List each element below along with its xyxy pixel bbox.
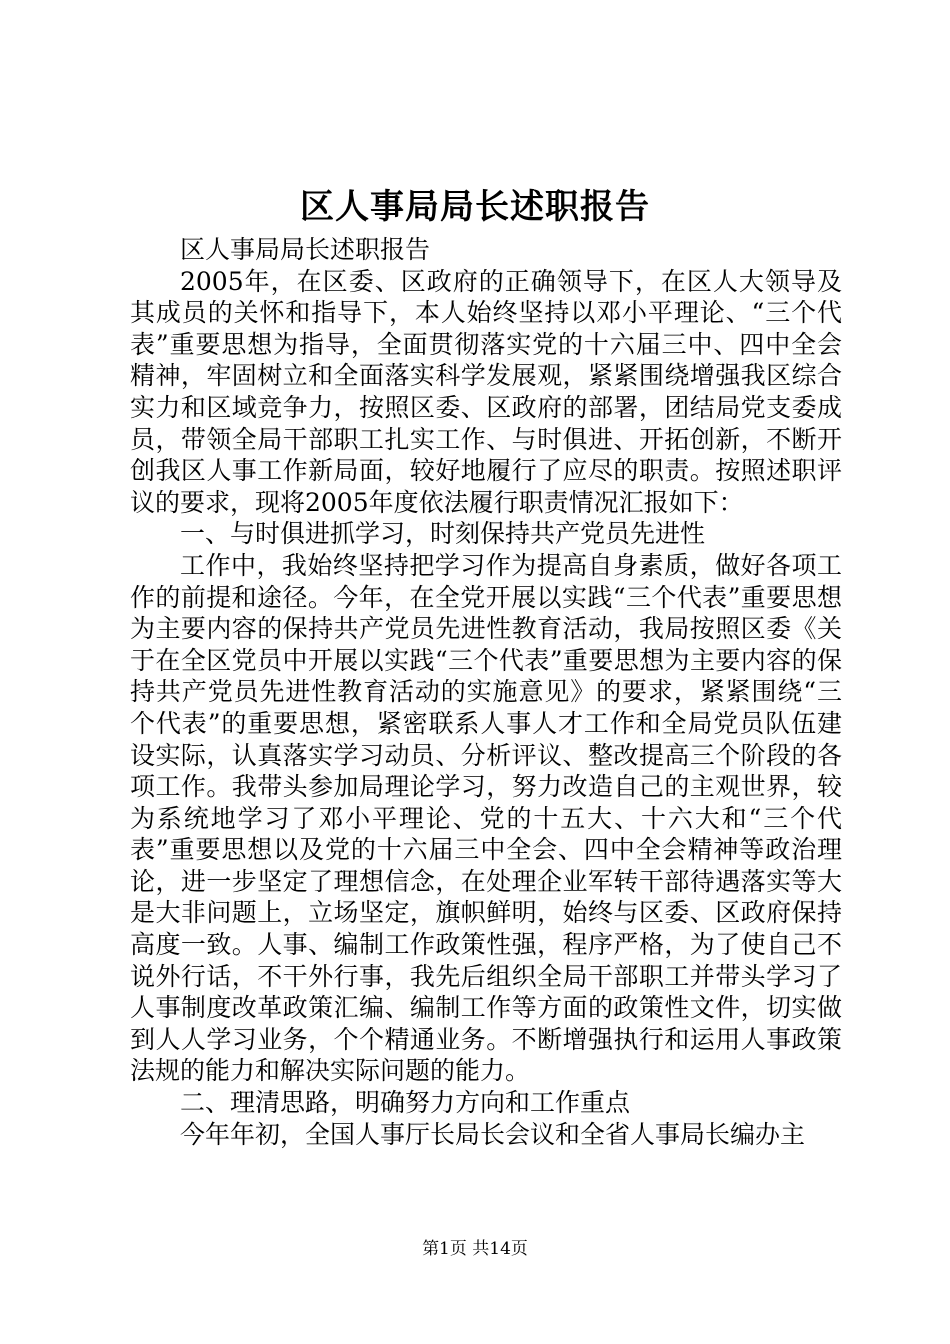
- page-footer: 第1页 共14页: [422, 1239, 528, 1259]
- section-heading-2: 二、理清思路，明确努力方向和工作重点: [180, 1088, 631, 1118]
- subtitle-paragraph: 区人事局局长述职报告: [180, 235, 431, 264]
- document-body: [130, 234, 842, 1150]
- section-heading-1: 一、与时俱进抓学习，时刻保持共产党员先进性: [180, 519, 706, 549]
- section-2-paragraph: 今年年初，全国人事厅长局长会议和全省人事局长编办主: [180, 1119, 806, 1149]
- document-title: 区人事局局长述职报告: [300, 187, 650, 227]
- intro-paragraph: 2005年，在区委、区政府的正确领导下，在区人大领导及其成员的关怀和指导下，本人始终坚持以邓小平理论、“三个代表”重要思想为指导，全面贯彻落实党的十六届三中、四中全会精神，牢固树立和全面落实科学发展观，紧紧围绕增强我区综合实力和区域竞争力，按照区委、区政府的部署，团结局党支委成员，带领全局干部职工扎实工作、与时俱进、开拓创新，不断开创我区人事工作新局面，较好地履行了应尽的职责。按照述职评议的要求，现将2005年度依法履行职责情况汇报如下：: [130, 266, 842, 517]
- section-1-paragraph: 工作中，我始终坚持把学习作为提高自身素质，做好各项工作的前提和途径。今年，在全党开展以实践“三个代表”重要思想为主要内容的保持共产党员先进性教育活动，我局按照区委《关于在全区党员中开展以实践“三个代表”重要思想为主要内容的保持共产党员先进性教育活动的实施意见》的要求，紧紧围绕“三个代表”的重要思想，紧密联系人事人才工作和全局党员队伍建设实际，认真落实学习动员、分析评议、整改提高三个阶段的各项工作。我带头参加局理论学习，努力改造自己的主观世界，较为系统地学习了邓小平理论、党的十五大、十六大和“三个代表”重要思想以及党的十六届三中全会、四中全会精神等政治理论，进一步坚定了理想信念，在处理企业军转干部待遇落实等大是大非问题上，立场坚定，旗帜鲜明，始终与区委、区政府保持高度一致。人事、编制工作政策性强，程序严格，为了使自己不说外行话，不干外行事，我先后组织全局干部职工并带头学习了人事制度改革政策汇编、编制工作等方面的政策性文件，切实做到人人学习业务，个个精通业务。不断增强执行和运用人事政策法规的能力和解决实际问题的能力。: [130, 550, 842, 1086]
